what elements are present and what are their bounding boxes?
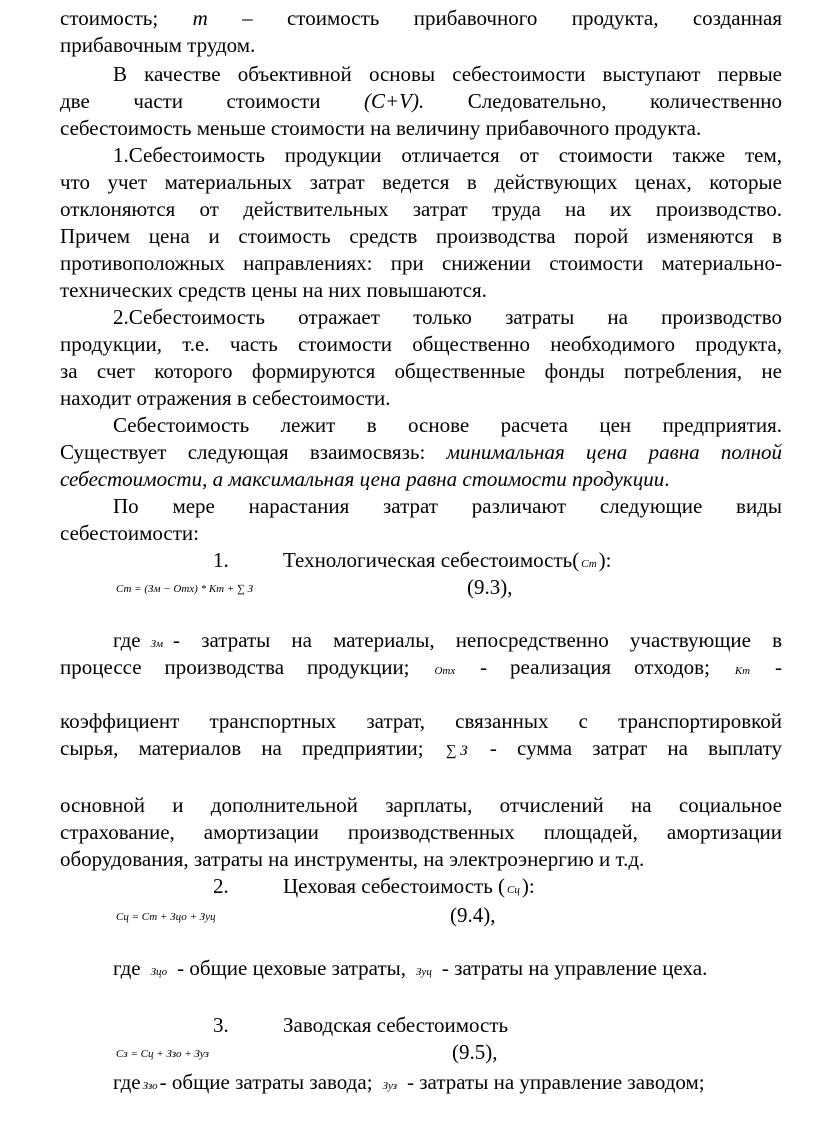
symbol: Зуз <box>382 1080 398 1092</box>
word: (C+V). <box>364 89 425 113</box>
p1-line1 <box>60 5 782 32</box>
symbol: Ззо <box>142 1080 158 1092</box>
equation-number-9-3: (9.3), <box>467 575 513 599</box>
text: - затраты на управление заводом; <box>407 1070 705 1094</box>
item1-number: 1. <box>213 548 229 572</box>
item1-desc-line3: коэффициент транспортных затрат, связанных с транспортировкой <box>60 709 782 733</box>
item1-desc-line5: основной и дополнительной зарплаты, отчислений на социальное <box>60 793 782 817</box>
symbol: Кт <box>734 665 751 677</box>
item1-desc-line6: страхование, амортизации производственных площадей, амортизации <box>60 820 782 844</box>
p3-line5: противоположных направлениях: при снижении стоимости материально- <box>60 251 782 275</box>
text: - <box>775 655 783 679</box>
text: сырья, материалов на предприятии; <box>60 736 424 760</box>
p3-line2: что учет материальных затрат ведется в действующих ценах, которые <box>60 170 782 194</box>
word: продукта, <box>571 6 659 30</box>
p6-line1: По мере нарастания затрат различают следующие виды <box>113 494 782 518</box>
italic-text: себестоимости, а максимальная цена равна стоимости продукции <box>60 467 665 491</box>
heading-text: ): <box>521 874 535 898</box>
item2-heading <box>283 873 535 904</box>
text: . <box>664 467 670 491</box>
text: - общие затраты завода; <box>159 1070 373 1094</box>
p3-line3: отклоняются от действительных затрат труда на их производство. <box>60 197 782 221</box>
heading-text: Цеховая себестоимость ( <box>283 874 506 898</box>
equation-number-9-4: (9.4), <box>450 903 496 927</box>
p5-line1: Себестоимость лежит в основе расчета цен предприятия. <box>113 413 782 437</box>
p3-line4: Причем цена и стоимость средств производства порой изменяются в <box>60 224 782 248</box>
p2-line2 <box>60 88 782 115</box>
symbol: Отх <box>434 665 456 677</box>
p2-line1: В качестве объективной основы себестоимости выступают первые <box>113 62 782 86</box>
text: - затраты на материалы, непосредственно участвующие в <box>173 628 782 652</box>
word: m <box>192 6 208 30</box>
p4-line1: 2.Себестоимость отражает только затраты на производство <box>113 305 782 329</box>
word: прибавочного <box>413 6 538 30</box>
word: стоимость; <box>60 6 159 30</box>
formula-9-3: Ст = (Зм − Отх) * Кт + ∑ З <box>116 583 254 595</box>
item1-desc-line2 <box>60 654 782 685</box>
symbol: Сц <box>507 884 520 896</box>
item3-heading: Заводская себестоимость <box>283 1013 509 1037</box>
word: – <box>242 6 253 30</box>
p1-line2: прибавочным трудом. <box>60 33 256 57</box>
p3-line1: 1.Себестоимость продукции отличается от стоимости также тем, <box>113 143 782 167</box>
word: Следовательно, <box>467 89 607 113</box>
symbol: Зм <box>150 638 164 650</box>
text: процессе производства продукции; <box>60 655 410 679</box>
p4-line4: находит отражения в себестоимости. <box>60 386 391 410</box>
item1-heading <box>283 547 611 578</box>
symbol: Зцо <box>150 966 168 978</box>
item3-number: 3. <box>213 1013 229 1037</box>
p5-line2 <box>60 439 782 466</box>
symbol: ∑ З <box>445 743 468 759</box>
item1-desc-line7: оборудования, затраты на инструменты, на электроэнергию и т.д. <box>60 847 645 871</box>
text: где <box>113 956 141 980</box>
p6-line2: себестоимости: <box>60 521 199 545</box>
text: - общие цеховые затраты, <box>177 956 406 980</box>
text: Существует следующая взаимосвязь: <box>60 440 447 464</box>
word: количественно <box>649 89 783 113</box>
word: созданная <box>692 6 783 30</box>
heading-text: ): <box>598 548 612 572</box>
item2-number: 2. <box>213 874 229 898</box>
text: - затраты на управление цеха. <box>441 956 708 980</box>
text: - реализация отходов; <box>480 655 710 679</box>
word: стоимости <box>226 89 321 113</box>
item1-desc-line4 <box>60 735 782 765</box>
p3-line6: технических средств цены на них повышаются. <box>60 278 487 302</box>
formula-9-5: Сз = Сц + Ззо + Зуз <box>116 1048 209 1060</box>
text: где <box>113 628 141 652</box>
symbol: Ст <box>581 558 597 570</box>
p2-line3: себестоимость меньше стоимости на величину прибавочного продукта. <box>60 116 702 140</box>
formula-9-4: Сц = Ст + Зцо + Зуц <box>116 911 216 923</box>
equation-number-9-5: (9.5), <box>452 1040 498 1064</box>
p4-line2: продукции, т.е. часть стоимости общественно необходимого продукта, <box>60 332 782 356</box>
symbol: Зуц <box>415 966 432 978</box>
text: где <box>113 1070 141 1094</box>
p4-line3: за счет которого формируются общественные фонды потребления, не <box>60 359 782 383</box>
word: стоимость <box>286 6 380 30</box>
p5-line3 <box>60 466 782 493</box>
heading-text: Технологическая себестоимость( <box>283 548 580 572</box>
item3-desc-line1 <box>113 1069 705 1100</box>
word: две <box>60 89 90 113</box>
italic-text: минимальная цена равна полной <box>446 440 782 464</box>
word: части <box>133 89 183 113</box>
text: - сумма затрат на выплату <box>489 736 782 760</box>
item2-desc-line1 <box>113 955 707 986</box>
